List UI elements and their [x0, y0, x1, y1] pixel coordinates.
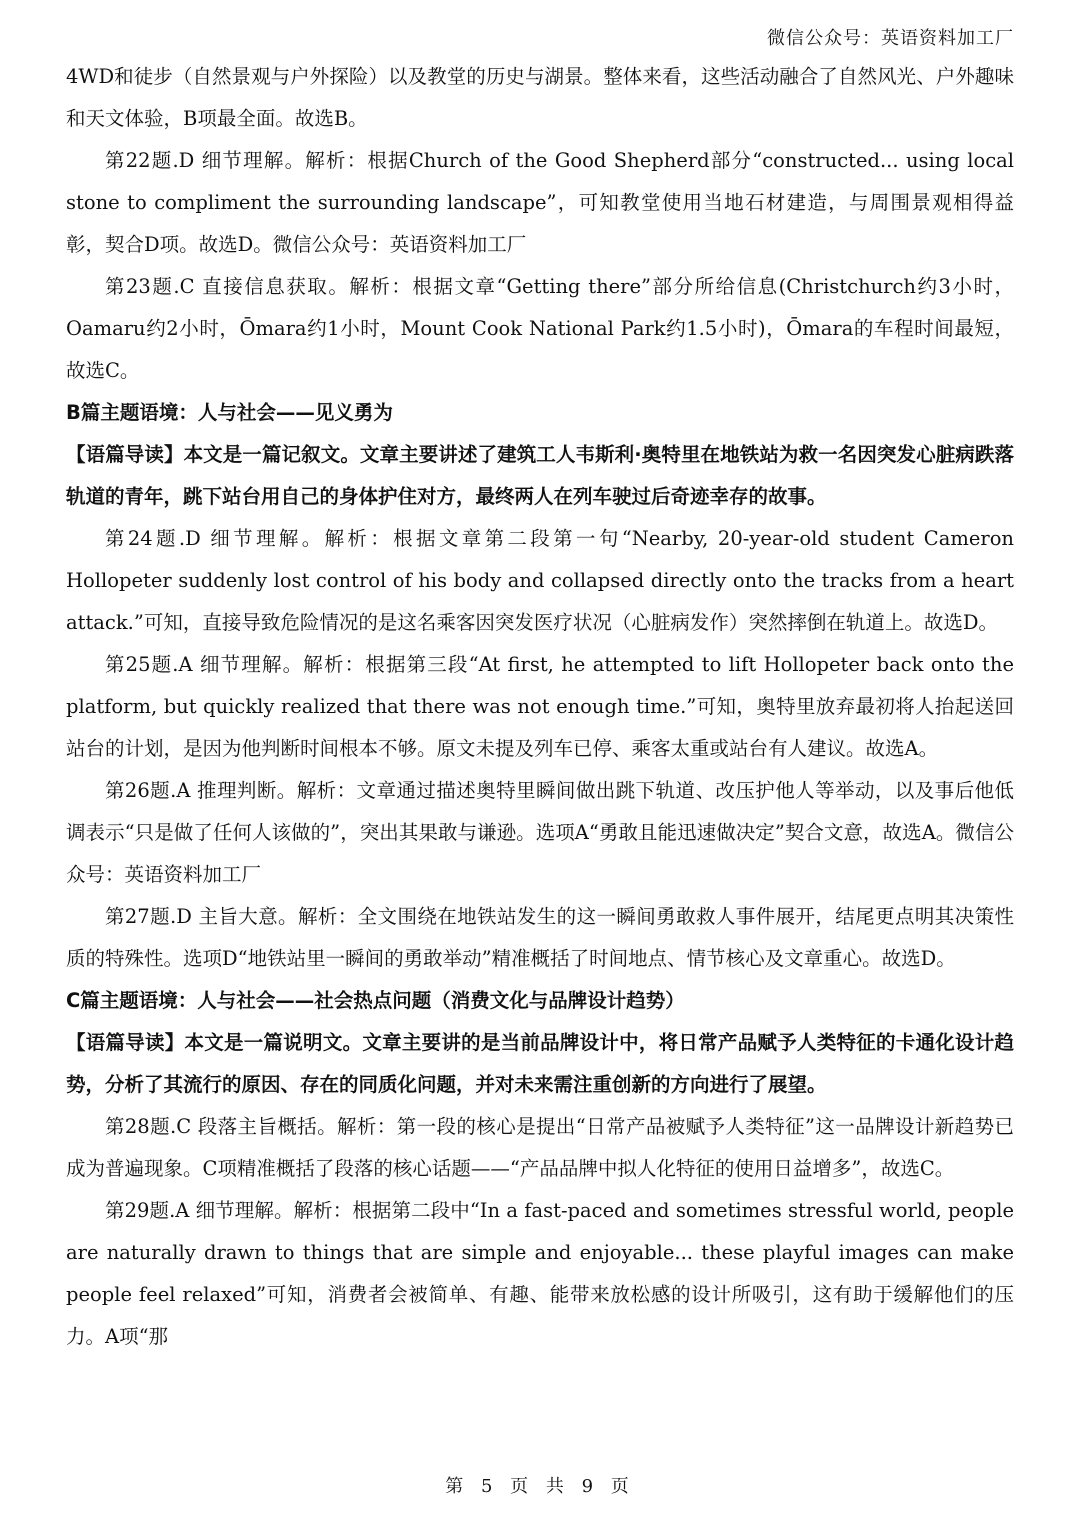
paragraph-q24: 第24题.D 细节理解。解析：根据文章第二段第一句“Nearby, 20-year-old student Cameron Hollopeter suddenly lost control of his body and collapsed directly onto the tracks from a heart attack.”可知，直接导致危险情况的是这名乘客因突发医疗状况（心脏病发作）突然摔倒在轨道上。故选D。	[66, 527, 1014, 634]
header-wechat-account: 微信公众号：英语资料加工厂	[767, 28, 1014, 49]
paragraph-q25: 第25题.A 细节理解。解析：根据第三段“At first, he attempted to lift Hollopeter back onto the platform, but quickly realized that there was not enough time.”可知，奥特里放弃最初将人抬起送回站台的计划，是因为他判断时间根本不够。原文未提及列车已停、乘客太重或站台有人建议。故选A。	[66, 653, 1014, 760]
section-b-heading: B篇主题语境：人与社会——见义勇为	[66, 401, 393, 424]
section-b-guide: 【语篇导读】本文是一篇记叙文。文章主要讲述了建筑工人韦斯利·奥特里在地铁站为救一名因突发心脏病跌落轨道的青年，跳下站台用自己的身体护住对方，最终两人在列车驶过后奇迹幸存的故事。	[66, 443, 1014, 508]
paragraph-q22: 第22题.D 细节理解。解析：根据Church of the Good Shepherd部分“constructed... using local stone to compliment the surrounding landscape”，可知教堂使用当地石材建造，与周围景观相得益彰，契合D项。故选D。微信公众号：英语资料加工厂	[66, 149, 1014, 256]
paragraph-q29: 第29题.A 细节理解。解析：根据第二段中“In a fast-paced and sometimes stressful world, people are naturally drawn to things that are simple and enjoyable... these playful images can make people feel relaxed”可知，消费者会被简单、有趣、能带来放松感的设计所吸引，这有助于缓解他们的压力。A项“那	[66, 1199, 1014, 1348]
page-number: 第 5 页 共 9 页	[445, 1476, 635, 1497]
paragraph-q26: 第26题.A 推理判断。解析：文章通过描述奥特里瞬间做出跳下轨道、改压护他人等举动，以及事后他低调表示“只是做了任何人该做的”，突出其果敢与谦逊。选项A“勇敢且能迅速做决定”契合文意，故选A。微信公众号：英语资料加工厂	[66, 779, 1014, 886]
section-c-guide: 【语篇导读】本文是一篇说明文。文章主要讲的是当前品牌设计中，将日常产品赋予人类特征的卡通化设计趋势，分析了其流行的原因、存在的同质化问题，并对未来需注重创新的方向进行了展望。	[66, 1031, 1014, 1096]
section-c-heading: C篇主题语境：人与社会——社会热点问题（消费文化与品牌设计趋势）	[66, 989, 685, 1012]
paragraph-q23: 第23题.C 直接信息获取。解析：根据文章“Getting there”部分所给信息(Christchurch约3小时，Oamaru约2小时，Ōmara约1小时，Mount Cook National Park约1.5小时)，Ōmara的车程时间最短，故选C。	[66, 275, 1014, 382]
paragraph-q21-continued: 4WD和徒步（自然景观与户外探险）以及教堂的历史与湖景。整体来看，这些活动融合了自然风光、户外趣味和天文体验，B项最全面。故选B。	[66, 65, 1014, 130]
paragraph-q28: 第28题.C 段落主旨概括。解析：第一段的核心是提出“日常产品被赋予人类特征”这一品牌设计新趋势已成为普遍现象。C项精准概括了段落的核心话题——“产品品牌中拟人化特征的使用日益增多”，故选C。	[66, 1115, 1014, 1180]
paragraph-q27: 第27题.D 主旨大意。解析：全文围绕在地铁站发生的这一瞬间勇敢救人事件展开，结尾更点明其决策性质的特殊性。选项D“地铁站里一瞬间的勇敢举动”精准概括了时间地点、情节核心及文章重心。故选D。	[66, 905, 1014, 970]
document-body	[66, 56, 1014, 1358]
